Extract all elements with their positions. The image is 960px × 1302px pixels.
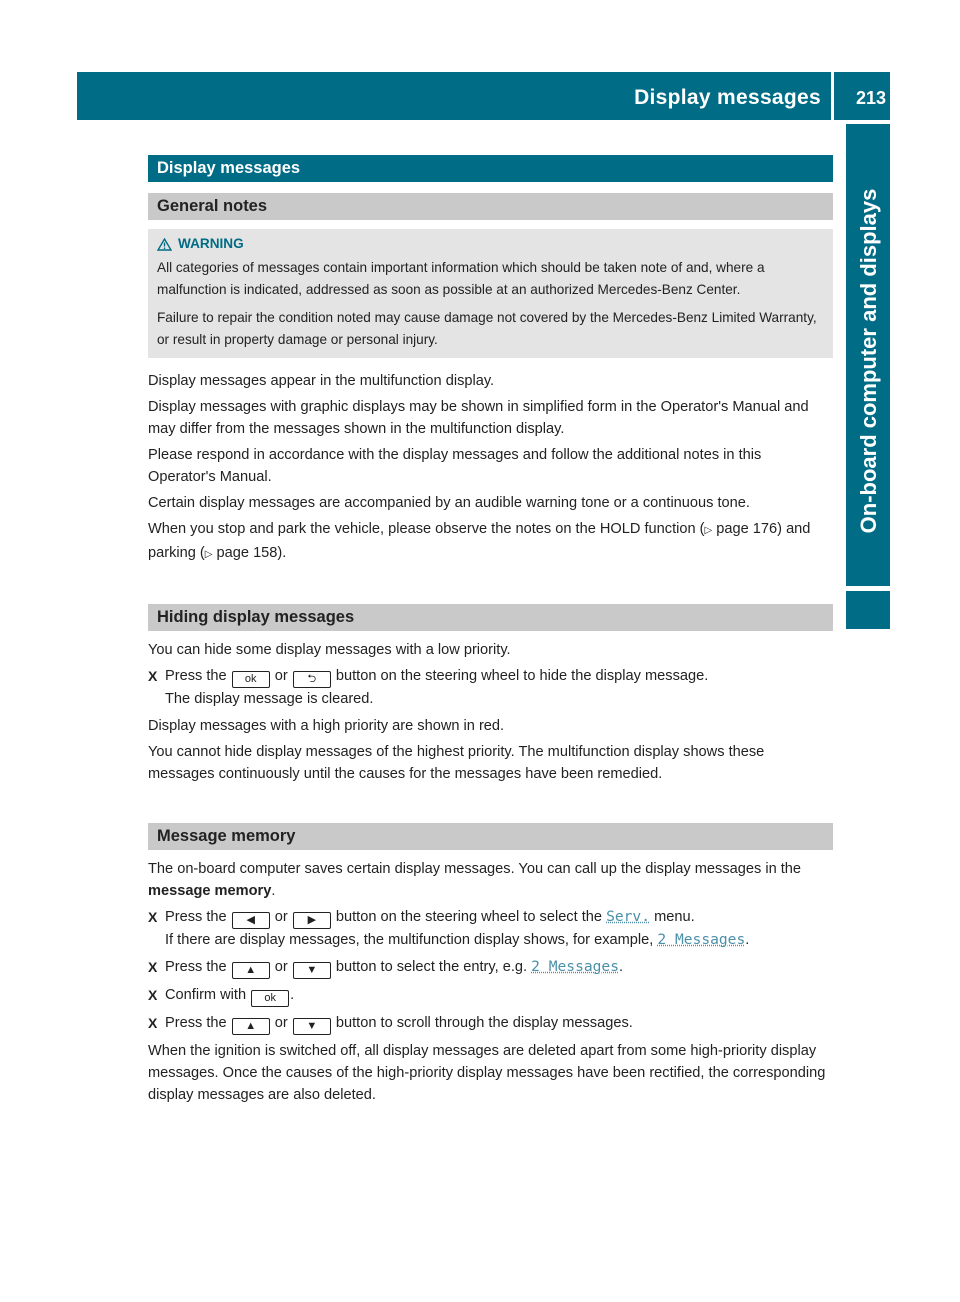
paragraph: Certain display messages are accompanied by an audible warning tone or a continuous tone. (148, 495, 750, 511)
step-marker-icon: X (148, 987, 158, 1003)
step-marker-icon: X (148, 909, 158, 925)
ok-button-icon: ok (251, 990, 289, 1007)
subheading-message-memory: Message memory (148, 823, 833, 850)
ok-button-icon: ok (232, 671, 270, 688)
warning-text-2: Failure to repair the condition noted may cause damage not covered by the Mercedes-Benz Limited Warranty, or result in property damage or personal injury. (157, 310, 817, 347)
paragraph-hold-parking: When you stop and park the vehicle, please observe the notes on the HOLD function (▷ page 176) and parking (▷ page 158). (148, 521, 811, 561)
display-text-messages: 2 Messages (657, 931, 746, 948)
right-arrow-button-icon: ▶ (293, 912, 331, 929)
page-reference-link[interactable]: page 176 (716, 521, 778, 537)
header-title: Display messages (634, 86, 821, 109)
page-ref-icon: ▷ (704, 525, 713, 536)
header-divider (831, 72, 834, 120)
warning-triangle-icon (157, 238, 172, 251)
left-arrow-button-icon: ◀ (232, 912, 270, 929)
paragraph: Display messages with graphic displays may be shown in simplified form in the Operator's Manual and may differ from the messages shown in the multifunction display. (148, 399, 809, 437)
up-arrow-button-icon: ▲ (232, 1018, 270, 1035)
step-marker-icon: X (148, 959, 158, 975)
page-number: 213 (855, 88, 886, 108)
step-result: The display message is cleared. (165, 691, 374, 707)
section-heading: Display messages (148, 155, 833, 182)
instruction-step: X Press the ok or ⮌ button on the steering wheel to hide the display message. The display message is cleared. (148, 665, 833, 710)
instruction-step: X Press the ▲ or ▼ button to select the entry, e.g. 2 Messages. (148, 956, 833, 979)
step-marker-icon: X (148, 1015, 158, 1031)
up-arrow-button-icon: ▲ (232, 962, 270, 979)
warning-label: WARNING (178, 236, 244, 251)
warning-text-1: All categories of messages contain important information which should be taken note of and, where a malfunction is indicated, addressed as soon as possible at an authorized Mercedes-Benz Center. (157, 260, 765, 297)
chapter-side-tab-marker (846, 591, 890, 629)
paragraph-message-memory: The on-board computer saves certain display messages. You can call up the display messages in the message memory. (148, 861, 802, 899)
page-reference-link[interactable]: page 158 (216, 545, 278, 561)
down-arrow-button-icon: ▼ (293, 962, 331, 979)
subheading-general-notes: General notes (148, 193, 833, 220)
paragraph: Please respond in accordance with the display messages and follow the additional notes in this Operator's Manual. (148, 447, 762, 485)
warning-heading (157, 235, 825, 253)
paragraph: Display messages with a high priority are shown in red. (148, 718, 505, 734)
instruction-step: X Press the ◀ or ▶ button on the steering wheel to select the Serv. menu. If there are display messages, the multifunction display shows, for example, 2 Messages. (148, 908, 750, 948)
chapter-side-tab-label: On-board computer and displays (856, 188, 881, 534)
paragraph: When the ignition is switched off, all display messages are deleted apart from some high-priority display messages. Once the causes of the high-priority display messages have been rectified, the corresponding display messages are also deleted. (148, 1043, 826, 1103)
instruction-step: X Confirm with ok . (148, 984, 833, 1007)
page-content (148, 155, 833, 1110)
page-header-bar (77, 72, 890, 120)
display-text-messages: 2 Messages (531, 958, 620, 975)
paragraph: You can hide some display messages with a low priority. (148, 642, 511, 658)
subheading-hiding-messages: Hiding display messages (148, 604, 833, 631)
display-text-serv: Serv. (606, 908, 650, 925)
back-button-icon: ⮌ (293, 671, 331, 688)
warning-box (148, 229, 833, 358)
paragraph: You cannot hide display messages of the highest priority. The multifunction display shows these messages continuously until the causes for the messages have been remedied. (148, 744, 765, 782)
instruction-step: X Press the ▲ or ▼ button to scroll through the display messages. (148, 1012, 833, 1035)
paragraph: Display messages appear in the multifunction display. (148, 373, 495, 389)
page-ref-icon: ▷ (204, 549, 213, 560)
step-marker-icon: X (148, 668, 158, 684)
down-arrow-button-icon: ▼ (293, 1018, 331, 1035)
